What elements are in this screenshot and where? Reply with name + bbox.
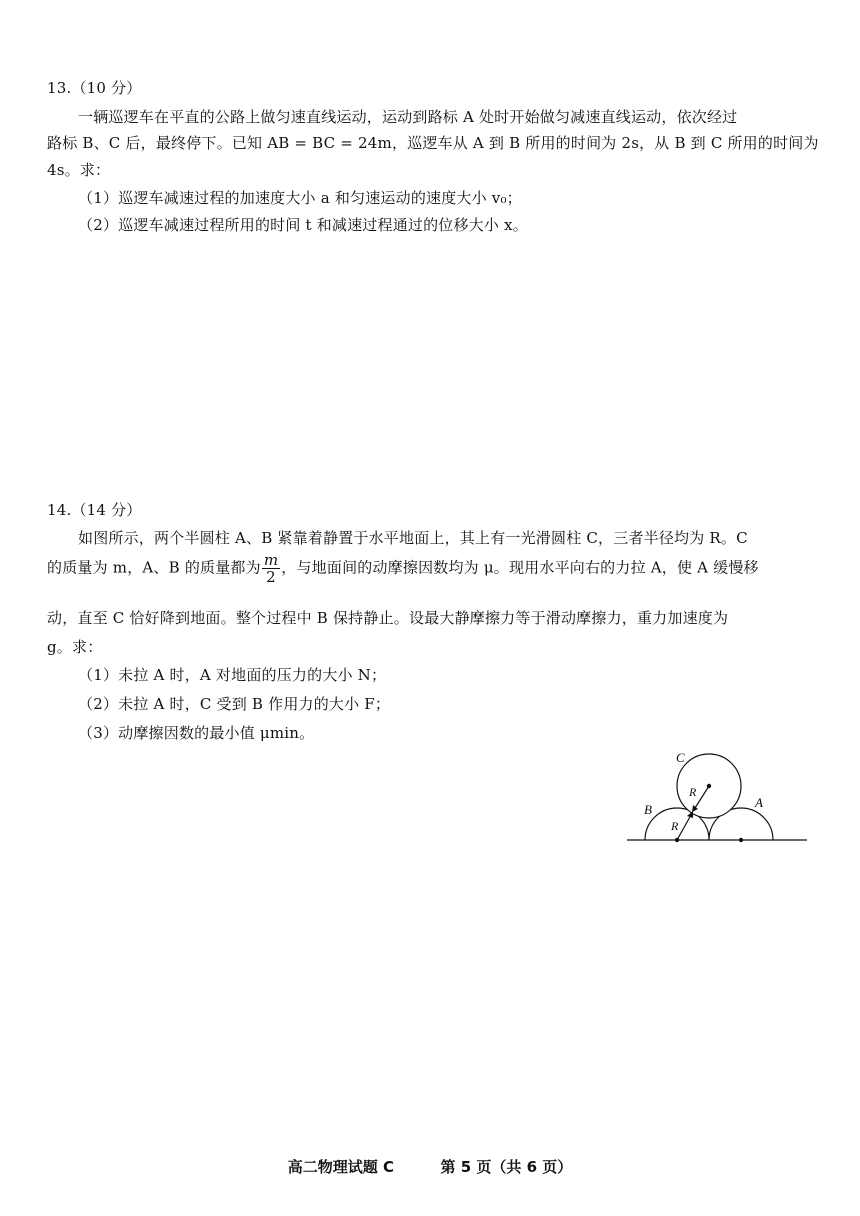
label-c: C [676, 750, 685, 765]
q13-header: 13.（10 分） [47, 79, 142, 97]
center-a-dot [739, 838, 743, 842]
q14-text-line2 [47, 552, 759, 585]
q14-line2-post: ，与地面间的动摩擦因数均为 μ。现用水平向右的力拉 A，使 A 缓慢移 [281, 558, 759, 577]
q14-text-line4: g。求： [47, 638, 103, 656]
q13-text-line3: 4s。求： [47, 161, 111, 179]
cylinders-diagram [625, 748, 815, 848]
q14-header: 14.（14 分） [47, 501, 142, 519]
q13-subquestion-2: （2）巡逻车减速过程所用的时间 t 和减速过程通过的位移大小 x。 [78, 216, 528, 234]
page-footer [0, 1156, 860, 1177]
q14-subquestion-2: （2）未拉 A 时，C 受到 B 作用力的大小 F； [78, 695, 391, 713]
label-a: A [755, 795, 763, 810]
q13-text-line1: 一辆巡逻车在平直的公路上做匀速直线运动，运动到路标 A 处时开始做匀减速直线运动，依次经过 [78, 108, 738, 126]
q14-subquestion-3: （3）动摩擦因数的最小值 μmin。 [78, 724, 315, 742]
label-b: B [644, 802, 652, 817]
q14-line2-pre: 的质量为 m，A、B 的质量都为 [47, 558, 261, 577]
q13-subquestion-1: （1）巡逻车减速过程的加速度大小 a 和匀速运动的速度大小 v₀； [78, 189, 522, 207]
fraction-numerator: m [263, 551, 279, 569]
q14-text-line3: 动，直至 C 恰好降到地面。整个过程中 B 保持静止。设最大静摩擦力等于滑动摩擦力，重力加速度为 [47, 609, 729, 627]
q13-text-line2: 路标 B、C 后，最终停下。已知 AB = BC = 24m，巡逻车从 A 到 B 所用的时间为 2s，从 B 到 C 所用的时间为 [47, 134, 819, 152]
footer-page-number: 第 5 页（共 6 页） [440, 1158, 573, 1176]
fraction-denominator: 2 [266, 568, 276, 586]
radius-b-line [677, 815, 691, 840]
label-radius-b: R [671, 819, 679, 833]
label-radius-c: R [689, 785, 697, 799]
footer-title: 高二物理试题 C [287, 1158, 394, 1176]
mass-fraction [262, 552, 280, 585]
q14-subquestion-1: （1）未拉 A 时，A 对地面的压力的大小 N； [78, 666, 387, 684]
q14-text-line1: 如图所示，两个半圆柱 A、B 紧靠着静置于水平地面上，其上有一光滑圆柱 C，三者半径均为 R。C [78, 529, 748, 547]
